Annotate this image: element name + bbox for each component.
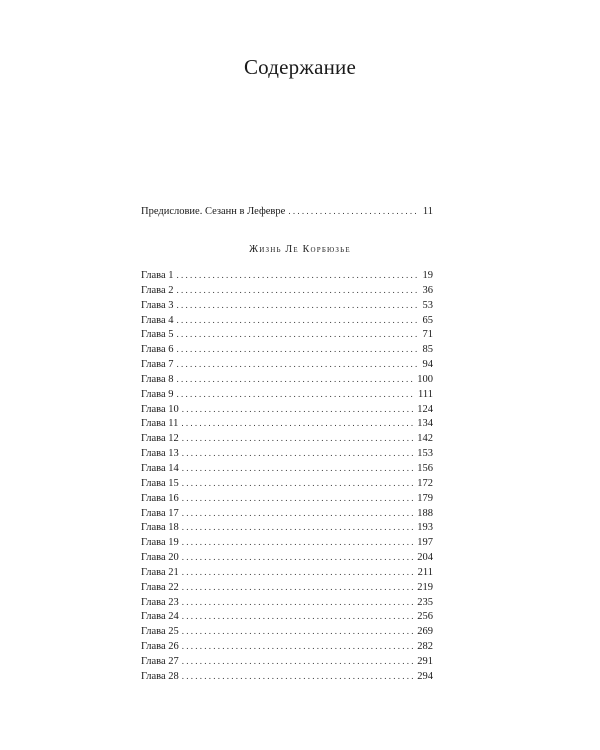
- toc-entry-chapter[interactable]: [141, 372, 433, 387]
- dot-leader: [177, 372, 414, 388]
- dot-leader: [177, 268, 419, 284]
- dot-leader: [177, 313, 419, 329]
- dot-leader: [177, 342, 419, 358]
- dot-leader: [182, 595, 413, 611]
- toc-entry-page-number: 134: [417, 418, 433, 430]
- toc-entry-page-number: 142: [417, 433, 433, 445]
- toc-entry-label: Глава 5: [141, 329, 174, 341]
- section-title: [0, 244, 600, 255]
- toc-entry-page-number: 11: [422, 206, 433, 217]
- section-title-text: Жизнь Ле Корбюзье: [249, 244, 351, 255]
- toc-entry-chapter[interactable]: [141, 327, 433, 342]
- dot-leader: [181, 416, 413, 432]
- dot-leader: [182, 446, 413, 462]
- dot-leader: [177, 298, 419, 314]
- toc-entry-label: Глава 3: [141, 299, 174, 311]
- dot-leader: [182, 565, 414, 581]
- toc-entry-page-number: 193: [417, 522, 433, 534]
- toc-entry-page-number: 111: [418, 388, 433, 400]
- dot-leader: [182, 491, 413, 507]
- toc-entry-label: Предисловие. Сезанн в Лефевре: [141, 206, 286, 217]
- dot-leader: [182, 550, 413, 566]
- toc-entry-chapter[interactable]: [141, 580, 433, 595]
- toc-entry-chapter[interactable]: [141, 565, 433, 580]
- toc-entry-label: Глава 19: [141, 537, 179, 549]
- toc-entry-page-number: 156: [417, 462, 433, 474]
- toc-entry-label: Глава 7: [141, 359, 174, 371]
- toc-entry-label: Глава 20: [141, 552, 179, 564]
- toc-entry-chapter[interactable]: [141, 446, 433, 461]
- toc-entry-chapter[interactable]: [141, 595, 433, 610]
- toc-entry-chapter[interactable]: [141, 654, 433, 669]
- toc-entry-page-number: 19: [422, 270, 433, 281]
- dot-leader: [182, 431, 413, 447]
- toc-entry-label: Глава 6: [141, 344, 174, 356]
- toc-entry-chapter[interactable]: [141, 416, 433, 431]
- toc-entry-page-number: 172: [417, 477, 433, 489]
- toc-preface: [141, 204, 433, 219]
- toc-entry-label: Глава 2: [141, 284, 174, 296]
- toc-entry-label: Глава 16: [141, 492, 179, 504]
- dot-leader: [182, 669, 413, 685]
- toc-entry-chapter[interactable]: [141, 476, 433, 491]
- toc-entry-page-number: 282: [417, 641, 433, 653]
- toc-entry-label: Глава 9: [141, 388, 174, 400]
- toc-entry-page-number: 204: [417, 552, 433, 564]
- toc-entry-page-number: 71: [422, 329, 433, 341]
- toc-entry-chapter[interactable]: [141, 387, 433, 402]
- toc-entry-chapter[interactable]: [141, 639, 433, 654]
- toc-entry-page-number: 100: [417, 373, 433, 385]
- toc-entry-label: Глава 13: [141, 448, 179, 460]
- toc-entry-label: Глава 18: [141, 522, 179, 534]
- dot-leader: [182, 461, 413, 477]
- toc-entry-chapter[interactable]: [141, 506, 433, 521]
- toc-entry-page-number: 294: [417, 670, 433, 682]
- toc-entry-chapter[interactable]: [141, 491, 433, 506]
- toc-entry-label: Глава 25: [141, 626, 179, 638]
- toc-entry-page-number: 179: [417, 492, 433, 504]
- dot-leader: [182, 520, 413, 536]
- toc-entry-label: Глава 22: [141, 581, 179, 593]
- toc-entry-page-number: 197: [417, 537, 433, 549]
- toc-entry-chapter[interactable]: [141, 268, 433, 283]
- toc-entry-chapter[interactable]: [141, 520, 433, 535]
- toc-entry-page-number: 53: [422, 299, 433, 311]
- toc-entry-page-number: 65: [422, 314, 433, 326]
- dot-leader: [288, 204, 419, 220]
- toc-entry-label: Глава 28: [141, 670, 179, 682]
- toc-entry-page-number: 219: [417, 581, 433, 593]
- toc-entry-label: Глава 10: [141, 403, 179, 415]
- toc-entry-chapter[interactable]: [141, 535, 433, 550]
- dot-leader: [182, 639, 413, 655]
- toc-entry-label: Глава 14: [141, 462, 179, 474]
- toc-entry-page-number: 291: [417, 655, 433, 667]
- dot-leader: [182, 535, 413, 551]
- toc-entry-label: Глава 24: [141, 611, 179, 623]
- toc-entry-label: Глава 23: [141, 596, 179, 608]
- dot-leader: [182, 402, 413, 418]
- toc-entry-label: Глава 27: [141, 655, 179, 667]
- dot-leader: [182, 609, 413, 625]
- toc-entry-chapter[interactable]: [141, 624, 433, 639]
- toc-entry-chapter[interactable]: [141, 461, 433, 476]
- toc-entry-chapter[interactable]: [141, 283, 433, 298]
- page-title: Содержание: [243, 55, 357, 79]
- toc-entry-page-number: 188: [417, 507, 433, 519]
- toc-entry-page-number: 36: [422, 284, 433, 296]
- dot-leader: [182, 476, 413, 492]
- toc-entry-label: Глава 12: [141, 433, 179, 445]
- toc-entry-chapter[interactable]: [141, 550, 433, 565]
- toc-entry-label: Глава 21: [141, 566, 179, 578]
- toc-entry-label: Глава 11: [141, 418, 179, 430]
- dot-leader: [182, 506, 413, 522]
- dot-leader: [182, 654, 413, 670]
- toc-entry-label: Глава 15: [141, 477, 179, 489]
- toc-entry-chapter[interactable]: [141, 357, 433, 372]
- toc-entry-chapter[interactable]: [141, 298, 433, 313]
- dot-leader: [182, 580, 413, 596]
- toc-entry-page-number: 85: [422, 344, 433, 356]
- dot-leader: [177, 283, 419, 299]
- toc-entry-page-number: 256: [417, 611, 433, 623]
- toc-entry-chapter[interactable]: [141, 431, 433, 446]
- toc-entry-page-number: 153: [417, 448, 433, 460]
- toc-chapter-list: [141, 268, 433, 684]
- dot-leader: [177, 357, 419, 373]
- toc-entry-label: Глава 17: [141, 507, 179, 519]
- toc-entry-label: Глава 8: [141, 373, 174, 385]
- dot-leader: [177, 327, 419, 343]
- toc-entry-page-number: 211: [417, 566, 433, 578]
- toc-entry-page-number: 235: [417, 596, 433, 608]
- toc-entry-chapter[interactable]: [141, 342, 433, 357]
- toc-entry-chapter[interactable]: [141, 609, 433, 624]
- toc-entry-page-number: 269: [417, 626, 433, 638]
- dot-leader: [182, 624, 413, 640]
- toc-entry-chapter[interactable]: [141, 313, 433, 328]
- toc-entry-chapter[interactable]: [141, 402, 433, 417]
- toc-entry-label: Глава 4: [141, 314, 174, 326]
- toc-entry-chapter[interactable]: [141, 669, 433, 684]
- toc-entry-page-number: 124: [417, 403, 433, 415]
- toc-entry-page-number: 94: [422, 359, 433, 371]
- toc-entry-label: Глава 26: [141, 641, 179, 653]
- dot-leader: [177, 387, 414, 403]
- toc-entry-label: Глава 1: [141, 270, 174, 281]
- toc-entry-preface[interactable]: [141, 204, 433, 219]
